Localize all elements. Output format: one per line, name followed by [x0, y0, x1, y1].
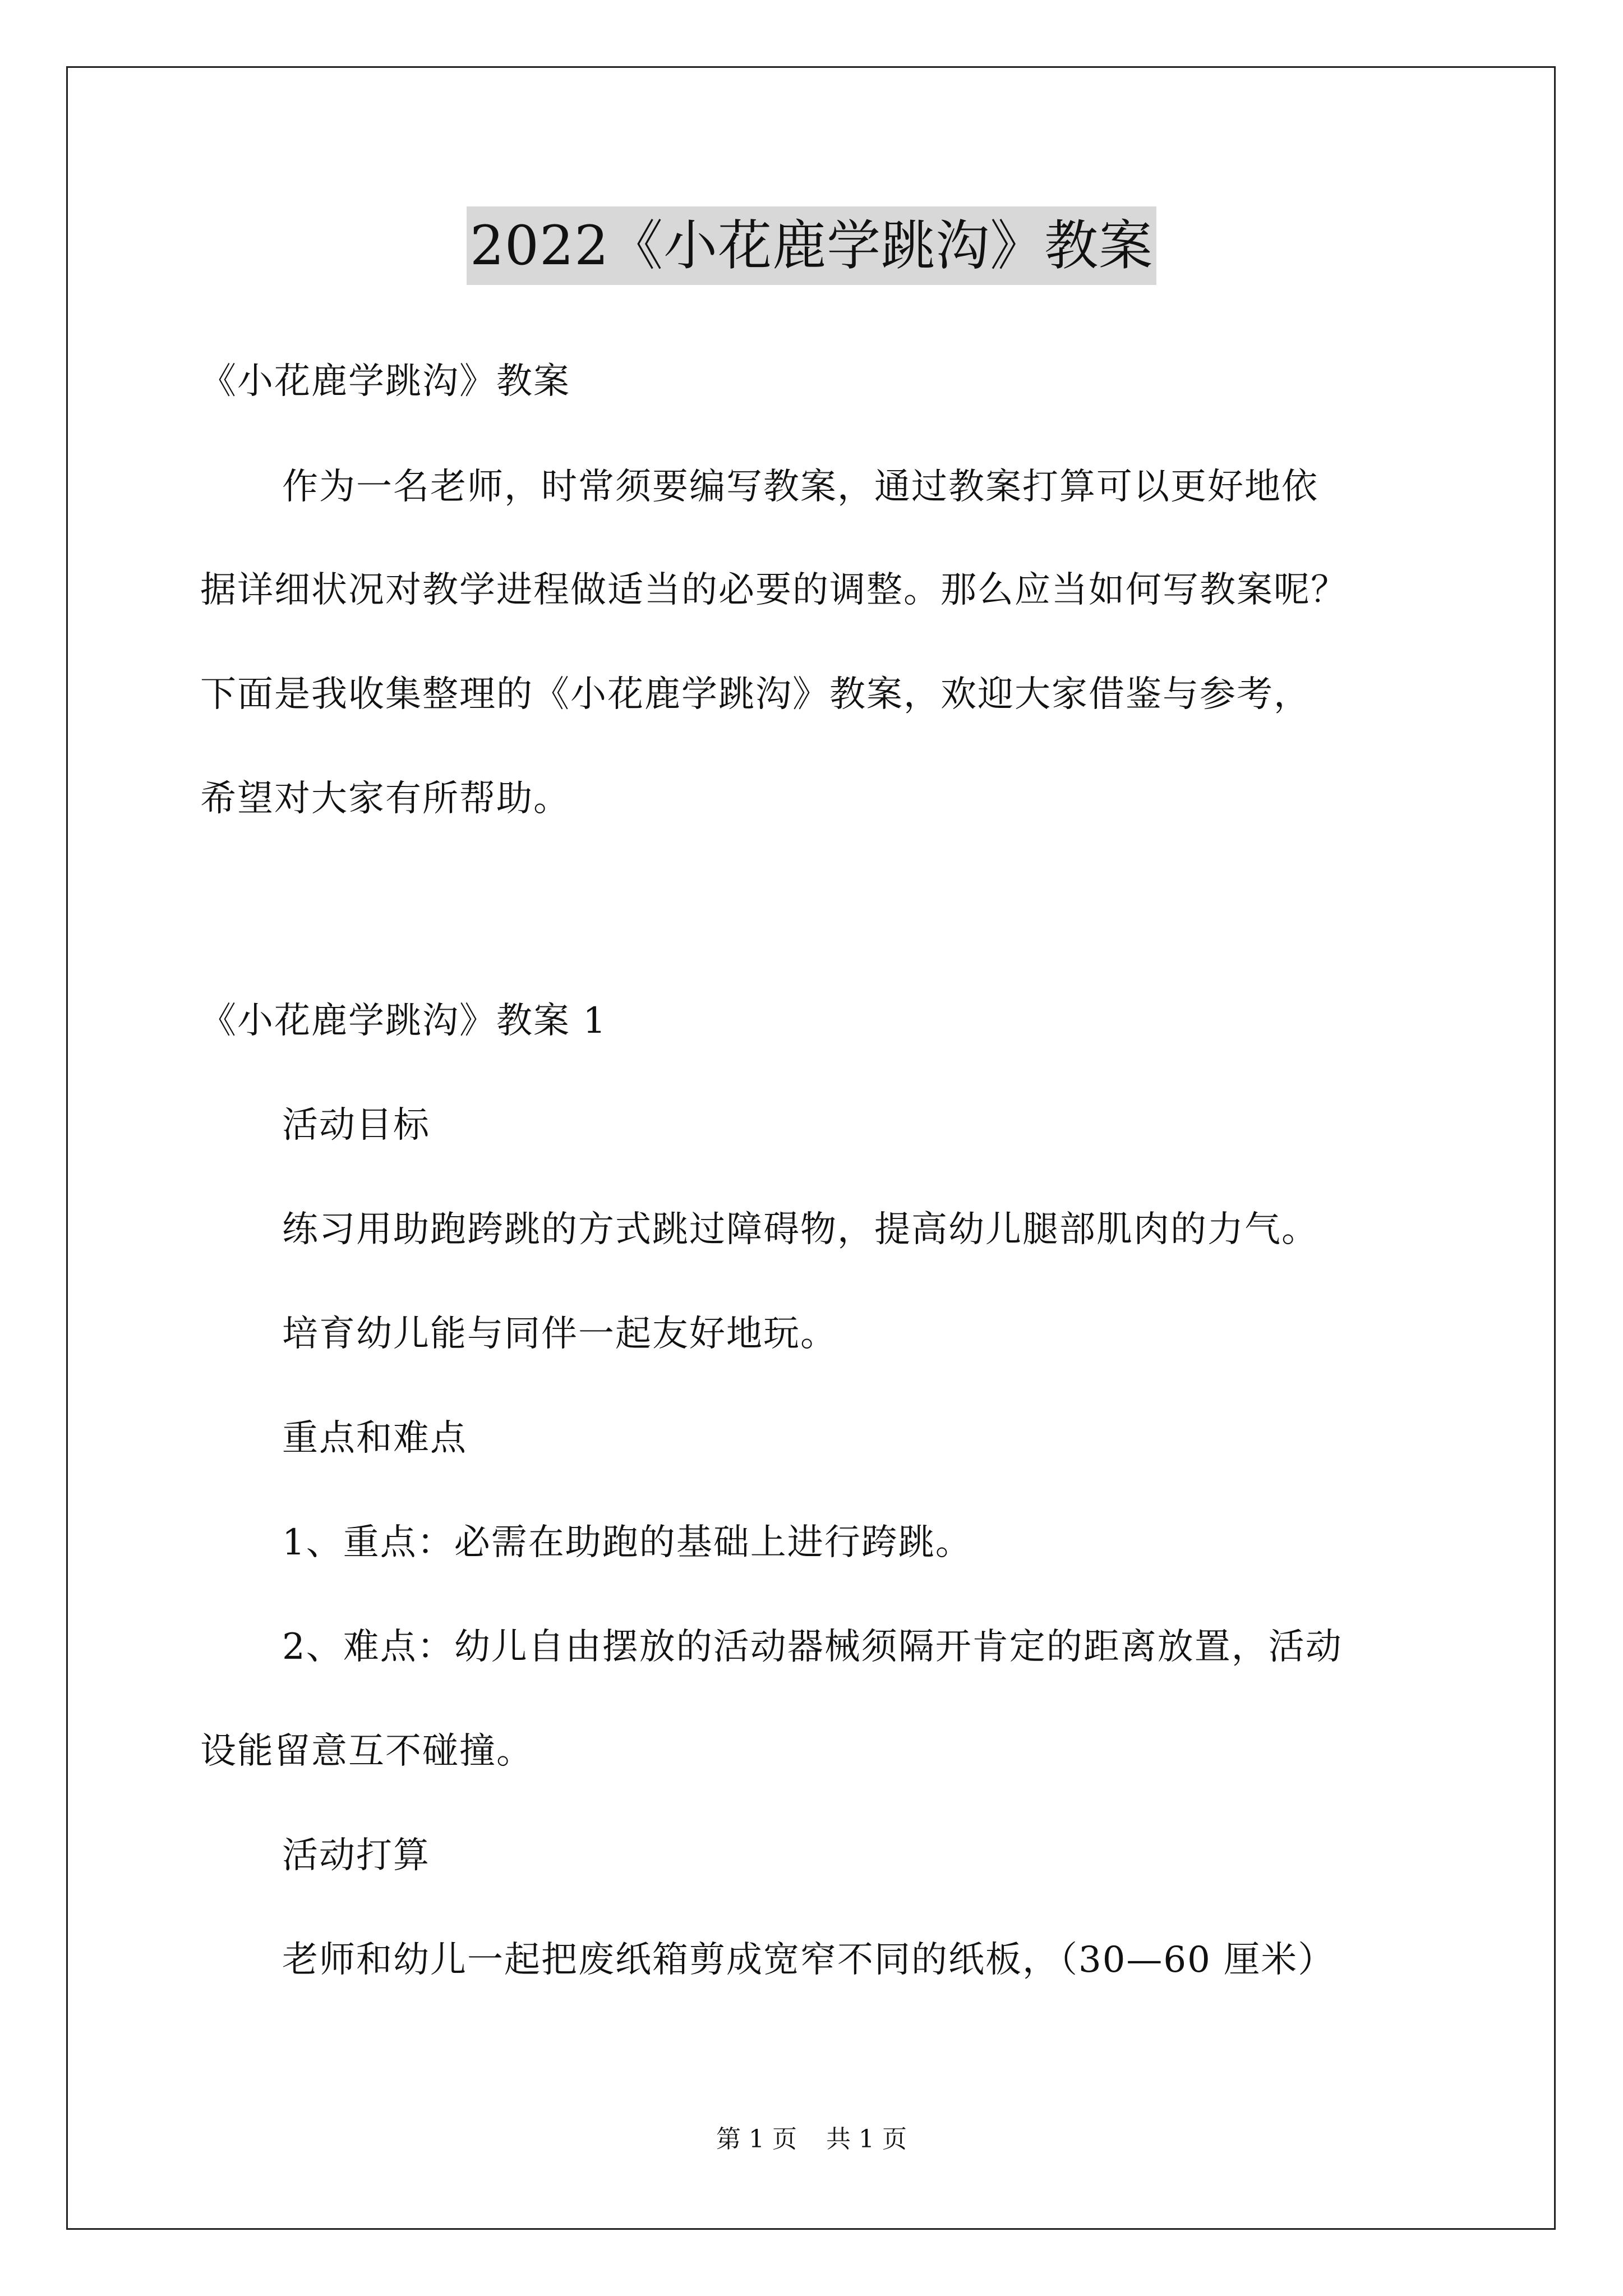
- page-footer: [0, 2123, 1623, 2156]
- paragraph-line: 培育幼儿能与同伴一起友好地玩。: [282, 1313, 837, 1355]
- paragraph-line: 设能留意互不碰撞。: [200, 1731, 533, 1772]
- document-title: 2022《小花鹿学跳沟》教案: [467, 206, 1156, 285]
- subheading: 活动打算: [282, 1835, 430, 1876]
- subheading: 重点和难点: [282, 1418, 467, 1459]
- section-heading: 《小花鹿学跳沟》教案 1: [200, 1000, 607, 1042]
- subtitle-line: 《小花鹿学跳沟》教案: [200, 361, 570, 402]
- paragraph-line: 据详细状况对教学进程做适当的必要的调整。那么应当如何写教案呢？: [200, 569, 1348, 611]
- paragraph-line: 老师和幼儿一起把废纸箱剪成宽窄不同的纸板，（30—60 厘米）: [282, 1939, 1335, 1981]
- title-container: [0, 206, 1623, 285]
- paragraph-line: 练习用助跑跨跳的方式跳过障碍物，提高幼儿腿部肌肉的力气。: [282, 1209, 1318, 1250]
- paragraph-line: 1、重点：必需在助跑的基础上进行跨跳。: [282, 1522, 972, 1563]
- paragraph-line: 下面是我收集整理的《小花鹿学跳沟》教案，欢迎大家借鉴与参考，: [200, 674, 1311, 715]
- page-number-current: 第 1 页: [716, 2125, 797, 2154]
- paragraph-line: 作为一名老师，时常须要编写教案，通过教案打算可以更好地依: [282, 466, 1318, 508]
- paragraph-line: 希望对大家有所帮助。: [200, 778, 570, 820]
- paragraph-line: 2、难点：幼儿自由摆放的活动器械须隔开肯定的距离放置，活动: [282, 1626, 1343, 1668]
- page-number-total: 共 1 页: [826, 2125, 907, 2154]
- subheading: 活动目标: [282, 1105, 430, 1146]
